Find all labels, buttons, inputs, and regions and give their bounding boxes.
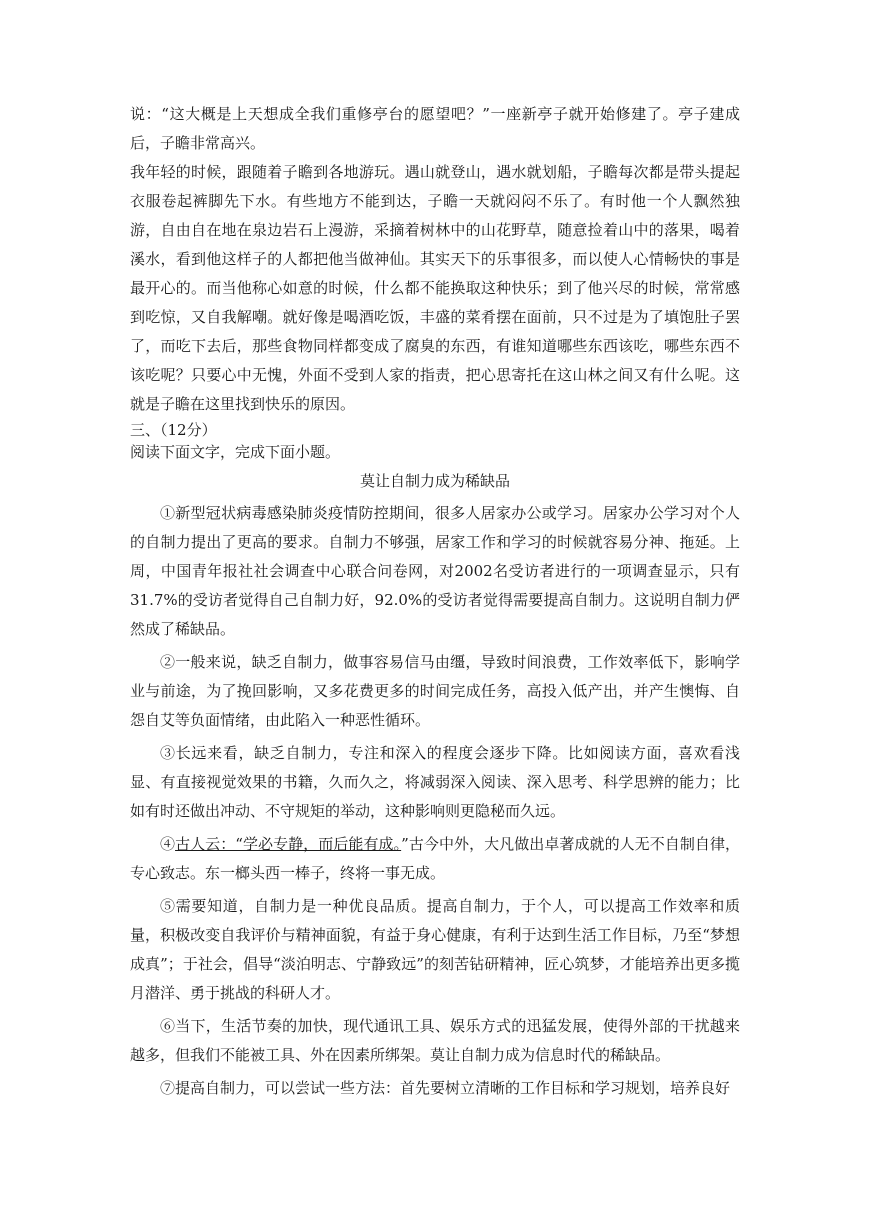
paragraph-4-rest: ”古今中外，大凡做出卓著成就的人无不自制自律，专心致志。东一榔头西一棒子，终将一事无成。: [130, 835, 741, 882]
underlined-quote: 古人云：“学必专静，而后能有成。: [175, 835, 402, 853]
article-title: 莫让自制力成为稀缺品: [359, 472, 510, 490]
intro-paragraph-2: 我年轻的时候，跟随着子瞻到各地游玩。遇山就登山，遇水就划船，子瞻每次都是带头提起衣服卷起裤脚先下水。有些地方不能到达，子瞻一天就闷闷不乐了。有时他一个人飘然独游，自由自在地在泉边岩石上漫游，采摘着树林中的山花野草，随意捡着山中的落果，喝着溪水，看到他这样子的人都把他当做神仙。其实天下的乐事很多，而以使人心情畅快的事是最开心的。而当他称心如意的时候，什么都不能换取这种快乐；到了他兴尽的时候，常常感到吃惊，又自我解嘲。就好像是喝酒吃饭，丰盛的菜肴摆在面前，只不过是为了填饱肚子罢了，而吃下去后，那些食物同样都变成了腐臭的东西，有谁知道哪些东西该吃，哪些东西不该吃呢？只要心中无愧，外面不受到人家的指责，把心思寄托在这山林之间又有什么呢。这就是子瞻在这里找到快乐的原因。: [130, 163, 740, 413]
section-header: 三、（12分）: [130, 421, 217, 439]
article-paragraph-5: ⑤需要知道，自制力是一种优良品质。提高自制力，于个人，可以提高工作效率和质量，积极改变自我评价与精神面貌，有益于身心健康，有利于达到生活工作目标，乃至“梦想成真”；于社会，倡导“淡泊明志、宁静致远”的刻苦钻研精神，匠心筑梦，才能培养出更多揽月潜洋、勇于挑战的科研人才。: [130, 897, 740, 1002]
article-paragraph-1: ①新型冠状病毒感染肺炎疫情防控期间，很多人居家办公或学习。居家办公学习对个人的自制力提出了更高的要求。自制力不够强，居家工作和学习的时候就容易分神、拖延。上周，中国青年报社社会调查中心联合问卷网，对2002名受访者进行的一项调查显示，只有31.7%的受访者觉得自己自制力好，92.0%的受访者觉得需要提高自制力。这说明自制力俨然成了稀缺品。: [130, 504, 740, 638]
article-paragraph-7: ⑦提高自制力，可以尝试一些方法：首先要树立清晰的工作目标和学习规划，培养良好: [160, 1079, 731, 1097]
intro-paragraph-1: 说：“这大概是上天想成全我们重修亭台的愿望吧？”一座新亭子就开始修建了。亭子建成后，子瞻非常高兴。: [130, 105, 740, 152]
article-paragraph-6: ⑥当下，生活节奏的加快，现代通讯工具、娱乐方式的迅猛发展，使得外部的干扰越来越多，但我们不能被工具、外在因素所绑架。莫让自制力成为信息时代的稀缺品。: [130, 1017, 740, 1064]
document-page: [130, 100, 740, 1103]
article-paragraph-3: ③长远来看，缺乏自制力，专注和深入的程度会逐步下降。比如阅读方面，喜欢看浅显、有直接视觉效果的书籍，久而久之，将减弱深入阅读、深入思考、科学思辨的能力；比如有时还做出冲动、不守规矩的举动，这种影响则更隐秘而久远。: [130, 744, 740, 820]
article-paragraph-4: [130, 830, 740, 888]
paragraph-4-number: ④: [160, 835, 176, 853]
section-instruction: 阅读下面文字，完成下面小题。: [130, 443, 341, 461]
article-paragraph-2: ②一般来说，缺乏自制力，做事容易信马由缰，导致时间浪费，工作效率低下，影响学业与前途，为了挽回影响，又多花费更多的时间完成任务，高投入低产出，并产生懊悔、自怨自艾等负面情绪，由此陷入一种恶性循环。: [130, 653, 740, 729]
